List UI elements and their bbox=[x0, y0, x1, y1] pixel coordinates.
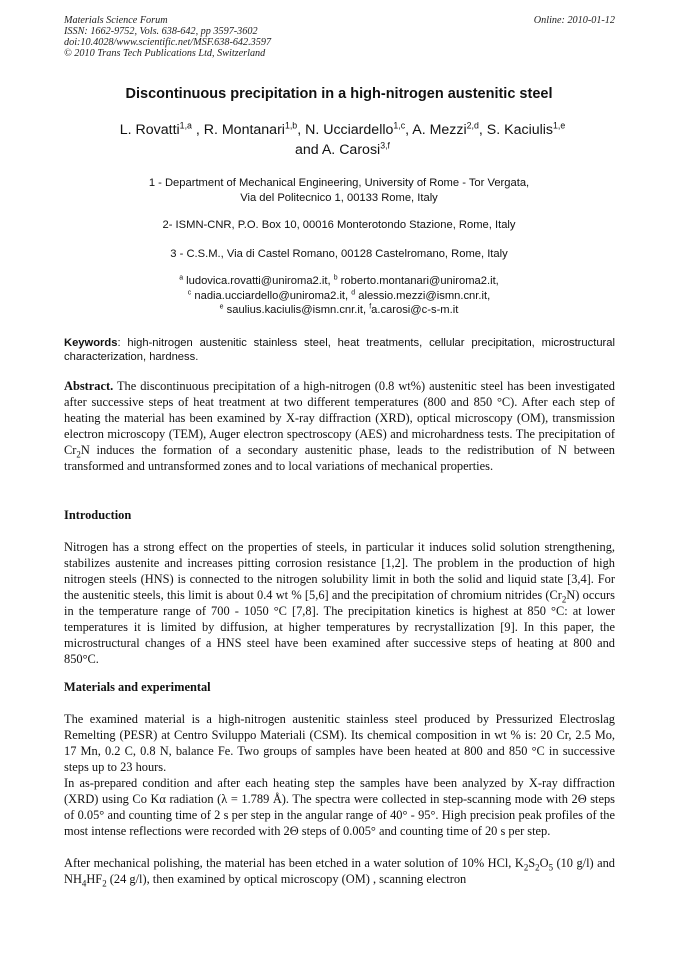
materials-text: (10 g/l) and NH bbox=[64, 856, 615, 886]
subscript: 4 bbox=[81, 878, 87, 889]
author-name: L. Rovatti bbox=[119, 122, 180, 138]
author-separator: , bbox=[191, 122, 204, 138]
author-name: N. Ucciardello bbox=[305, 122, 394, 138]
introduction-paragraph bbox=[64, 539, 615, 667]
materials-paragraph-3 bbox=[64, 855, 615, 887]
email-sup: b bbox=[333, 274, 338, 282]
keywords-block bbox=[64, 336, 615, 364]
journal-name: Materials Science Forum bbox=[64, 15, 168, 26]
keywords-label: Keywords bbox=[64, 337, 118, 349]
affiliation-1-line-1: 1 - Department of Mechanical Engineering, University of Rome - Tor Vergata, bbox=[148, 177, 530, 189]
author-list bbox=[70, 120, 615, 160]
email-line-2 bbox=[0, 289, 678, 304]
author-affiliation-sup: 1,e bbox=[553, 120, 566, 131]
abstract-block bbox=[64, 378, 615, 474]
subscript: 2 bbox=[561, 594, 567, 605]
subscript: 2 bbox=[523, 862, 529, 873]
email-montanari[interactable]: roberto.montanari@uniroma2.it, bbox=[340, 275, 499, 287]
subscript: 5 bbox=[548, 862, 554, 873]
email-sup: f bbox=[369, 303, 372, 311]
author-affiliation-sup: 1,c bbox=[393, 120, 406, 131]
journal-header bbox=[64, 15, 615, 59]
email-kaciulis[interactable]: saulius.kaciulis@ismn.cnr.it, bbox=[226, 304, 367, 316]
materials-text: HF bbox=[86, 872, 103, 886]
author-separator: , bbox=[478, 122, 487, 138]
author-name: and A. Carosi bbox=[295, 142, 381, 158]
subscript: 2 bbox=[102, 878, 107, 889]
materials-text: (24 g/l), then examined by optical microscopy (OM) , scanning electron bbox=[106, 872, 467, 886]
materials-paragraph-1: The examined material is a high-nitrogen austenitic stainless steel produced by Pressurized Electroslag Remelting (PESR) at Centro Sviluppo Materiali (CSM). Its chemical composition in wt % is: 20 Cr, 2.5 Mo, 17 Mn, 0.2 C, 0.8 N, balance Fe. Two groups of samples have been heated at 800 and 850 °C in successive steps up to 23 hours. bbox=[64, 712, 615, 774]
author-separator: , bbox=[405, 122, 413, 138]
email-line-1 bbox=[0, 274, 678, 289]
materials-text: After mechanical polishing, the material has been etched in a water solution of 10% HCl, K bbox=[64, 856, 524, 870]
abstract-label: Abstract. bbox=[64, 379, 114, 393]
email-ucciardello[interactable]: nadia.ucciardello@uniroma2.it, bbox=[194, 289, 349, 302]
email-sup: a bbox=[179, 274, 184, 282]
email-rovatti[interactable]: ludovica.rovatti@uniroma2.it, bbox=[186, 275, 331, 287]
email-sup: e bbox=[219, 303, 224, 311]
materials-text: S bbox=[528, 856, 536, 870]
author-affiliation-sup: 1,b bbox=[284, 120, 298, 131]
email-carosi[interactable]: a.carosi@c-s-m.it bbox=[371, 304, 459, 316]
journal-issn: ISSN: 1662-9752, Vols. 638-642, pp 3597-3602 bbox=[64, 26, 258, 37]
online-date: Online: 2010-01-12 bbox=[533, 15, 615, 26]
section-heading-introduction: Introduction bbox=[64, 508, 132, 522]
affiliation-3: 3 - C.S.M., Via di Castel Romano, 00128 Castelromano, Rome, Italy bbox=[170, 248, 508, 260]
journal-copyright: © 2010 Trans Tech Publications Ltd, Switzerland bbox=[64, 48, 266, 59]
affiliation-2: 2- ISMN-CNR, P.O. Box 10, 00016 Monterotondo Stazione, Rome, Italy bbox=[162, 219, 516, 231]
author-affiliation-sup: 1,a bbox=[179, 120, 192, 131]
introduction-text: Nitrogen has a strong effect on the properties of steels, in particular it induces solid solution strengthening, stabilizes austenite and increases pitting corrosion resistance [1,2]. The problem in the production of high nitrogen steels (HNS) is connected to the nitrogen solubility limit in both the solid and liquid state [3,4]. For the austenitic steels, this limit is about 0.4 wt % [5,6] and the precipitation of chromium nitrides (Cr bbox=[64, 540, 615, 602]
subscript: 2 bbox=[76, 449, 81, 460]
email-list bbox=[0, 274, 678, 318]
abstract-text: N induces the formation of a secondary austenitic phase, leads to the redistribution of N between transformed and untransformed zones and to local variations of mechanical properties. bbox=[64, 443, 615, 473]
keywords-text: : high-nitrogen austenitic stainless steel, heat treatments, cellular precipitation, microstructural characterization, hardness. bbox=[64, 337, 615, 363]
author-name: R. Montanari bbox=[203, 122, 285, 138]
author-separator: , bbox=[297, 122, 306, 138]
subscript: 2 bbox=[535, 862, 540, 873]
author-affiliation-sup: 2,d bbox=[466, 120, 479, 131]
section-heading-materials: Materials and experimental bbox=[64, 680, 211, 694]
affiliation-1-line-2: Via del Politecnico 1, 00133 Rome, Italy bbox=[240, 192, 438, 204]
materials-text: O bbox=[539, 856, 549, 870]
paper-title: Discontinuous precipitation in a high-nitrogen austenitic steel bbox=[125, 86, 553, 102]
author-affiliation-sup: 3,f bbox=[380, 140, 390, 151]
abstract-text: The discontinuous precipitation of a high-nitrogen (0.8 wt%) austenitic steel has been investigated after successive steps of heat treatment at two different temperatures (800 and 850 °C). After each step of heating the material has been examined by X-ray diffraction (XRD), optical microscopy (OM), transmission electron microscopy (TEM), Auger electron spectroscopy (AES) and microhardness tests. The precipitation of Cr bbox=[64, 379, 615, 457]
affiliation-1 bbox=[0, 176, 678, 206]
email-sup: d bbox=[351, 288, 356, 296]
email-mezzi[interactable]: alessio.mezzi@ismn.cnr.it, bbox=[358, 289, 491, 302]
email-sup: c bbox=[187, 288, 192, 296]
journal-doi: doi:10.4028/www.scientific.net/MSF.638-642.3597 bbox=[64, 37, 272, 48]
materials-paragraph-2: In as-prepared condition and after each heating step the samples have been analyzed by X-ray diffraction (XRD) using Co Kα radiation (λ = 1.789 Å). The spectra were collected in step-scanning mode with 2Θ steps of 0.05° and counting time of 2 s per step in the angular range of 40° - 95°. High precision peak profiles of the most intense reflections were recorded with 2Θ steps of 0.005° and counting time of 20 s per step. bbox=[64, 776, 615, 838]
author-name: A. Mezzi bbox=[412, 122, 467, 138]
introduction-text: N) occurs in the temperature range of 700 - 1050 °C [7,8]. The precipitation kinetics is highest at 850 °C: at lower temperatures it is limited by diffusion, at higher temperatures by recrystallization [9]. In this paper, the microstructural changes of a HNS steel have been examined after successive steps of heating at 800 and 850°C. bbox=[64, 588, 615, 666]
author-name: S. Kaciulis bbox=[486, 122, 554, 138]
email-line-3 bbox=[0, 303, 678, 318]
